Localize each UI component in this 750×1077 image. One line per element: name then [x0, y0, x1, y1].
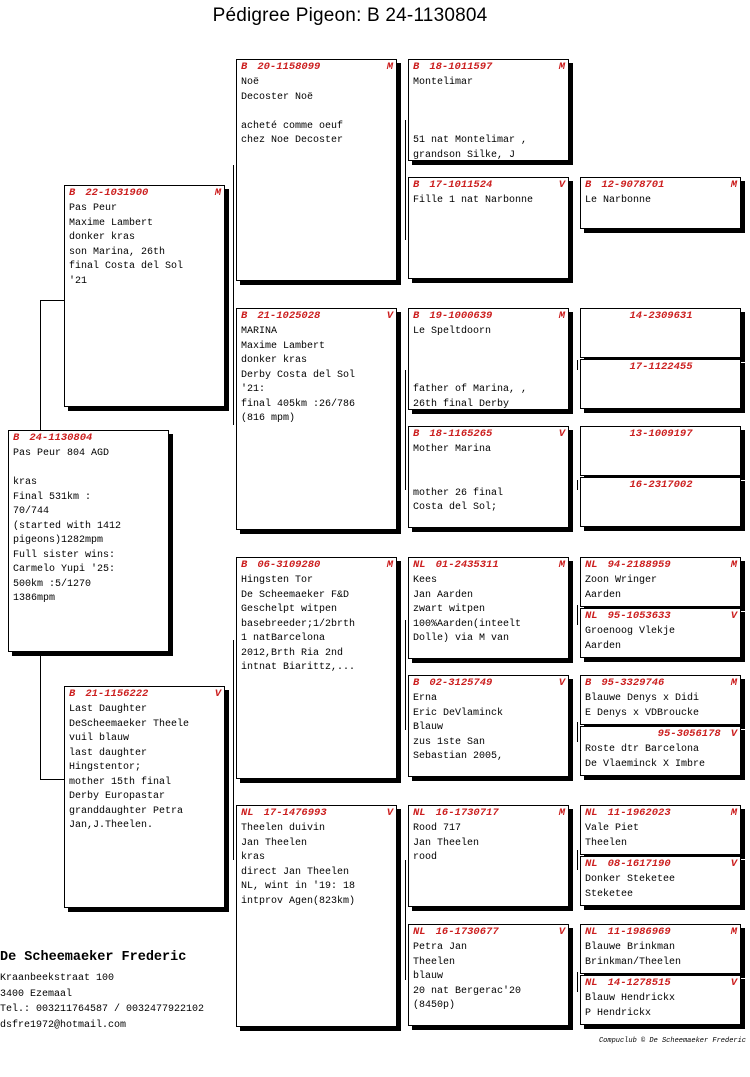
sex-code: M [214, 187, 221, 199]
pigeon-card-dsd[interactable] [408, 675, 569, 777]
pigeon-info: Rood 717 Jan Theelen rood [413, 823, 480, 863]
connector-line [577, 722, 578, 742]
ring-header [581, 478, 740, 492]
ring-number: 08-1617190 [607, 858, 671, 870]
pigeon-card-dd[interactable] [236, 805, 397, 1027]
ring-header [581, 676, 740, 690]
pigeon-card-ggg[interactable] [580, 426, 741, 476]
country-code: B [69, 187, 76, 199]
ring-header [237, 806, 396, 820]
ring-number: 01-2435311 [435, 559, 499, 571]
ring-header [237, 309, 396, 323]
ring-header [581, 360, 740, 374]
ring-number: 94-2188959 [607, 559, 671, 571]
ring-header [409, 676, 568, 690]
ring-header [409, 309, 568, 323]
sex-code: M [730, 807, 737, 819]
ring-number: 18-1165265 [429, 428, 493, 440]
ring-header [65, 687, 224, 701]
ring-number: 17-1122455 [629, 361, 693, 373]
country-code: B [241, 310, 248, 322]
ring-number: 24-1130804 [29, 432, 93, 444]
pigeon-info: Groenoog Vlekje Aarden [585, 626, 676, 652]
pigeon-card-sdd[interactable] [408, 426, 569, 528]
pigeon-info: Hingsten Tor De Scheemaeker F&D Geschelpt witpen basebreeder;1/2brth 1 natBarcelona 2012,Brth Ria 2nd intnat Biarittz,... [241, 575, 356, 673]
pigeon-info: Erna Eric DeVlaminck Blauw zus 1ste San Sebastian 2005, [413, 693, 504, 762]
ring-number: 20-1158099 [257, 61, 321, 73]
pigeon-info: Donker Steketee Steketee [585, 874, 676, 900]
ring-header [581, 427, 740, 441]
pigeon-info: Petra Jan Theelen blauw 20 nat Bergerac'20 (8450p) [413, 942, 522, 1011]
pigeon-card-sds[interactable] [408, 308, 569, 410]
country-code: NL [585, 610, 598, 622]
owner-name: De Scheemaeker Frederic [0, 950, 187, 965]
country-code: B [241, 559, 248, 571]
connector-line [405, 620, 406, 730]
pigeon-card-dss[interactable] [408, 557, 569, 659]
pigeon-info: Zoon Wringer Aarden [585, 575, 658, 601]
ring-number: 11-1962023 [607, 807, 671, 819]
connector-line [577, 972, 578, 992]
sex-code: M [730, 926, 737, 938]
ring-header [237, 60, 396, 74]
ring-number: 11-1986969 [607, 926, 671, 938]
pigeon-info: Vale Piet Theelen [585, 823, 640, 849]
country-code: B [413, 179, 420, 191]
pigeon-card-sss[interactable] [408, 59, 569, 161]
ring-number: 21-1025028 [257, 310, 321, 322]
pigeon-card-ds[interactable] [236, 557, 397, 779]
pigeon-card-ggg[interactable] [580, 726, 741, 776]
sex-code: V [558, 926, 565, 938]
pigeon-info: Theelen duivin Jan Theelen kras direct Jan Theelen NL, wint in '19: 18 intprov Agen(823km) [241, 823, 356, 907]
sex-code: V [386, 807, 393, 819]
sex-code: M [730, 677, 737, 689]
sex-code: V [730, 858, 737, 870]
sex-code: M [558, 310, 565, 322]
country-code: B [585, 677, 592, 689]
ring-header [581, 806, 740, 820]
ring-header [581, 178, 740, 192]
ring-header [581, 925, 740, 939]
pigeon-info: MARINA Maxime Lambert donker kras Derby Costa del Sol '21: final 405km :26/786 (816 mpm) [241, 326, 356, 424]
sex-code: V [558, 428, 565, 440]
pigeon-card-ggg[interactable] [580, 675, 741, 725]
country-code: B [585, 179, 592, 191]
ring-number: 18-1011597 [429, 61, 493, 73]
country-code: B [413, 61, 420, 73]
country-code: B [241, 61, 248, 73]
country-code: NL [413, 926, 426, 938]
sex-code: M [386, 559, 393, 571]
pigeon-card-ggg[interactable] [580, 975, 741, 1025]
ring-number: 19-1000639 [429, 310, 493, 322]
connector-line [405, 120, 406, 240]
connector-line [40, 300, 65, 301]
sex-code: V [558, 677, 565, 689]
ring-number: 22-1031900 [85, 187, 149, 199]
ring-number: 13-1009197 [629, 428, 693, 440]
country-code: B [13, 432, 20, 444]
pigeon-card-ggg[interactable] [580, 177, 741, 229]
pigeon-info: Pas Peur Maxime Lambert donker kras son Marina, 26th final Costa del Sol '21 [69, 203, 184, 287]
sex-code: M [730, 559, 737, 571]
pigeon-info: Fille 1 nat Narbonne [413, 195, 534, 206]
owner-address: Kraanbeekstraat 100 3400 Ezemaal Tel.: 003211764587 / 0032477922102 dsfre1972@hotmail.com [0, 973, 205, 1031]
sex-code: M [386, 61, 393, 73]
pigeon-card-sd[interactable] [236, 308, 397, 530]
pigeon-card-ggg[interactable] [580, 557, 741, 607]
pigeon-info: Blauw Hendrickx P Hendrickx [585, 993, 676, 1019]
ring-header [409, 806, 568, 820]
pigeon-card-ssd[interactable] [408, 177, 569, 279]
pigeon-info: Roste dtr Barcelona De Vlaeminck X Imbre [585, 744, 706, 770]
ring-header [581, 857, 740, 871]
pigeon-card-ggg[interactable] [580, 608, 741, 658]
connector-line [577, 605, 578, 625]
ring-header [581, 609, 740, 623]
pigeon-card-ggg[interactable] [580, 477, 741, 527]
pigeon-card-ddd[interactable] [408, 924, 569, 1026]
ring-number: 95-1053633 [607, 610, 671, 622]
connector-line [577, 360, 578, 370]
sex-code: M [730, 179, 737, 191]
ring-number: 21-1156222 [85, 688, 149, 700]
connector-line [405, 370, 406, 490]
country-code: NL [585, 858, 598, 870]
pigeon-card-ss[interactable] [236, 59, 397, 281]
ring-number: 06-3109280 [257, 559, 321, 571]
pigeon-info: Le Speltdoorn father of Marina, , 26th final Derby [413, 326, 528, 410]
pigeon-card-ggg[interactable] [580, 924, 741, 974]
pigeon-info: Blauwe Denys x Didi E Denys x VDBroucke [585, 693, 700, 719]
ring-header [409, 60, 568, 74]
sex-code: V [386, 310, 393, 322]
ring-number: 16-1730717 [435, 807, 499, 819]
country-code: NL [585, 559, 598, 571]
ring-number: 17-1011524 [429, 179, 493, 191]
pigeon-card-sire[interactable] [64, 185, 225, 407]
country-code: B [69, 688, 76, 700]
country-code: B [413, 428, 420, 440]
pigeon-info: Last Daughter DeScheemaeker Theele vuil blauw last daughter Hingstentor; mother 15th final Derby Europastar granddaughter Petra Jan,J.Theelen. [69, 704, 190, 831]
ring-header [409, 178, 568, 192]
sex-code: V [214, 688, 221, 700]
ring-header [409, 925, 568, 939]
ring-header [581, 309, 740, 323]
pigeon-info: Le Narbonne [585, 195, 652, 206]
ring-number: 12-9078701 [601, 179, 665, 191]
pigeon-card-ggg[interactable] [580, 308, 741, 358]
connector-line [577, 850, 578, 870]
pigeon-card-ggg[interactable] [580, 359, 741, 409]
connector-line [40, 779, 65, 780]
ring-number: 95-3056178 [657, 728, 721, 740]
pigeon-info: Blauwe Brinkman Brinkman/Theelen [585, 942, 682, 968]
ring-number: 14-1278515 [607, 977, 671, 989]
connector-line [577, 480, 578, 490]
country-code: NL [413, 559, 426, 571]
pigeon-info: Montelimar 51 nat Montelimar , grandson Silke, J [413, 77, 528, 161]
pigeon-card-dds[interactable] [408, 805, 569, 907]
pigeon-card-ggg[interactable] [580, 856, 741, 906]
pigeon-card-dam[interactable] [64, 686, 225, 908]
pigeon-info: Pas Peur 804 AGD kras Final 531km : 70/744 (started with 1412 pigeons)1282mpm Full sister wins: Carmelo Yupi '25: 500km :5/1270 1386mpm [13, 448, 122, 604]
sex-code: V [730, 977, 737, 989]
ring-header [581, 727, 740, 741]
country-code: B [413, 310, 420, 322]
ring-header [409, 558, 568, 572]
pigeon-info: Noë Decoster Noë acheté comme oeuf chez Noe Decoster [241, 77, 344, 146]
sex-code: M [558, 61, 565, 73]
sex-code: V [558, 179, 565, 191]
pigeon-card-ggg[interactable] [580, 805, 741, 855]
footer-credit: Compuclub © De Scheemaeker Frederic [598, 1037, 746, 1045]
ring-header [237, 558, 396, 572]
connector-line [405, 860, 406, 980]
country-code: NL [585, 926, 598, 938]
country-code: B [413, 677, 420, 689]
pigeon-card-subject[interactable] [8, 430, 169, 652]
ring-number: 14-2309631 [629, 310, 693, 322]
ring-header [581, 976, 740, 990]
ring-header [65, 186, 224, 200]
ring-number: 17-1476993 [263, 807, 327, 819]
sex-code: V [730, 610, 737, 622]
ring-header [409, 427, 568, 441]
country-code: NL [413, 807, 426, 819]
country-code: NL [585, 977, 598, 989]
country-code: NL [241, 807, 254, 819]
sex-code: M [558, 807, 565, 819]
sex-code: M [558, 559, 565, 571]
pigeon-info: Mother Marina mother 26 final Costa del Sol; [413, 444, 504, 513]
owner-block [0, 950, 240, 1033]
ring-number: 16-2317002 [629, 479, 693, 491]
ring-header [9, 431, 168, 445]
pigeon-info: Kees Jan Aarden zwart witpen 100%Aarden(inteelt Dolle) via M van [413, 575, 522, 644]
ring-number: 16-1730677 [435, 926, 499, 938]
connector-line [233, 640, 234, 860]
page-title: Pédigree Pigeon: B 24-1130804 [212, 5, 488, 26]
ring-number: 95-3329746 [601, 677, 665, 689]
connector-line [233, 165, 234, 425]
country-code: NL [585, 807, 598, 819]
sex-code: V [730, 728, 737, 740]
ring-header [581, 558, 740, 572]
ring-number: 02-3125749 [429, 677, 493, 689]
